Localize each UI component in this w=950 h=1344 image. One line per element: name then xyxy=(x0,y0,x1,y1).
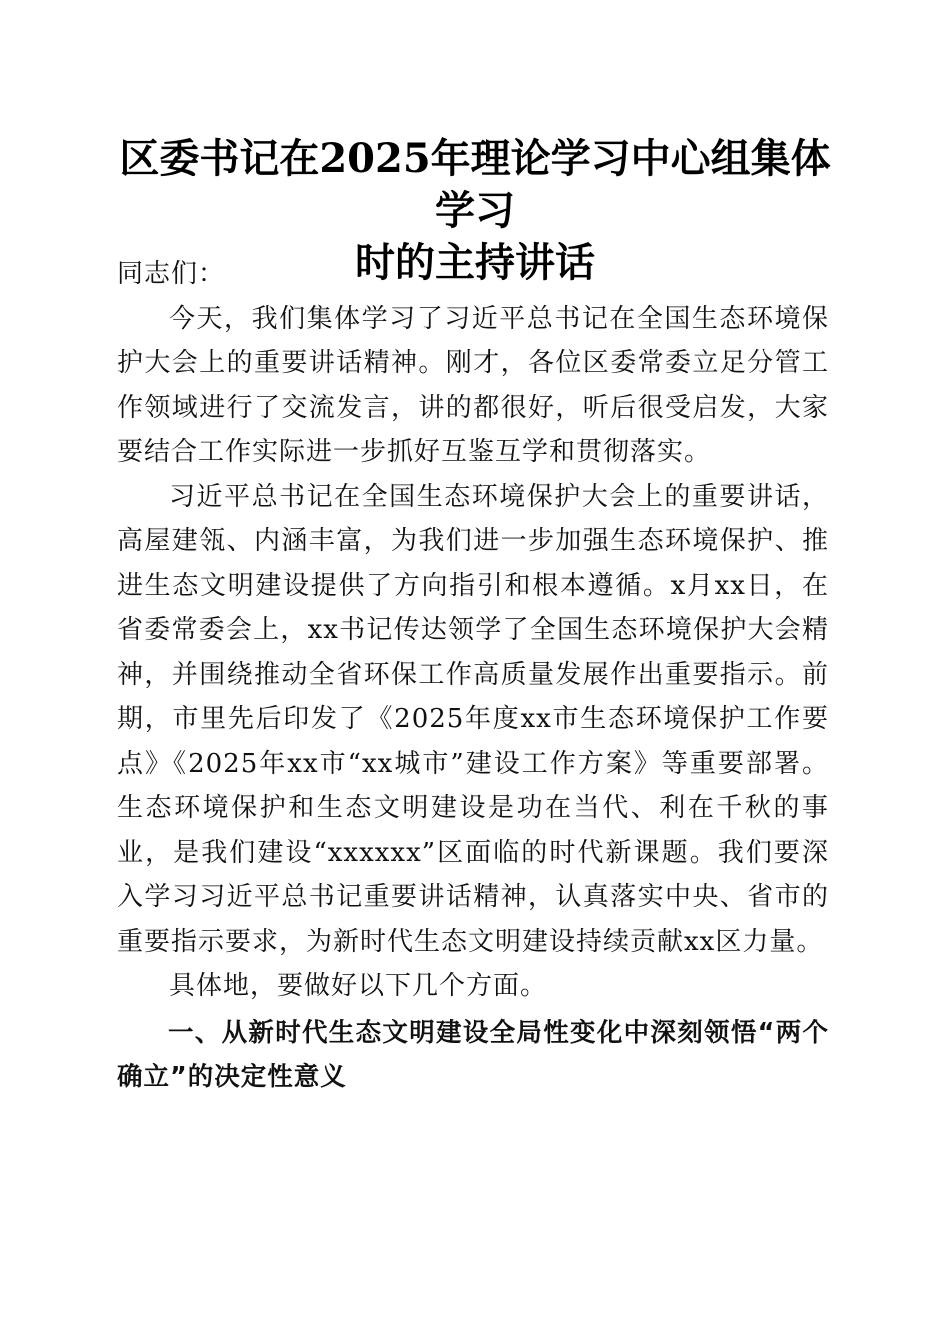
paragraph-background: 习近平总书记在全国生态环境保护大会上的重要讲话，高屋建瓴、内涵丰富，为我们进一步加强生态环境保护、推进生态文明建设提供了方向指引和根本遵循。x月xx日，在省委常委会上，xx书记传达领学了全国生态环境保护大会精神，并围绕推动全省环保工作高质量发展作出重要指示。前期，市里先后印发了《2025年度xx市生态环境保护工作要点》《2025年xx市“xx城市”建设工作方案》等重要部署。生态环境保护和生态文明建设是功在当代、利在千秋的事业，是我们建设“xxxxxx”区面临的时代新课题。我们要深入学习习近平总书记重要讲话精神，认真落实中央、省市的重要指示要求，为新时代生态文明建设持续贡献xx区力量。 xyxy=(117,481,829,957)
paragraph-opening: 今天，我们集体学习了习近平总书记在全国生态环境保护大会上的重要讲话精神。刚才，各位区委常委立足分管工作领域进行了交流发言，讲的都很好，听后很受启发，大家要结合工作实际进一步抓好互鉴互学和贯彻落实。 xyxy=(117,303,829,467)
section-heading-1: 一、从新时代生态文明建设全局性变化中深刻领悟“两个确立”的决定性意义 xyxy=(117,1017,829,1092)
title-line-1: 区委书记在2025年理论学习中心组集体学习 xyxy=(119,135,831,234)
document-body xyxy=(117,252,829,1100)
salutation: 同志们： xyxy=(117,259,226,289)
title-line-2: 时的主持讲话 xyxy=(355,239,595,286)
paragraph-transition: 具体地，要做好以下几个方面。 xyxy=(169,971,548,1001)
